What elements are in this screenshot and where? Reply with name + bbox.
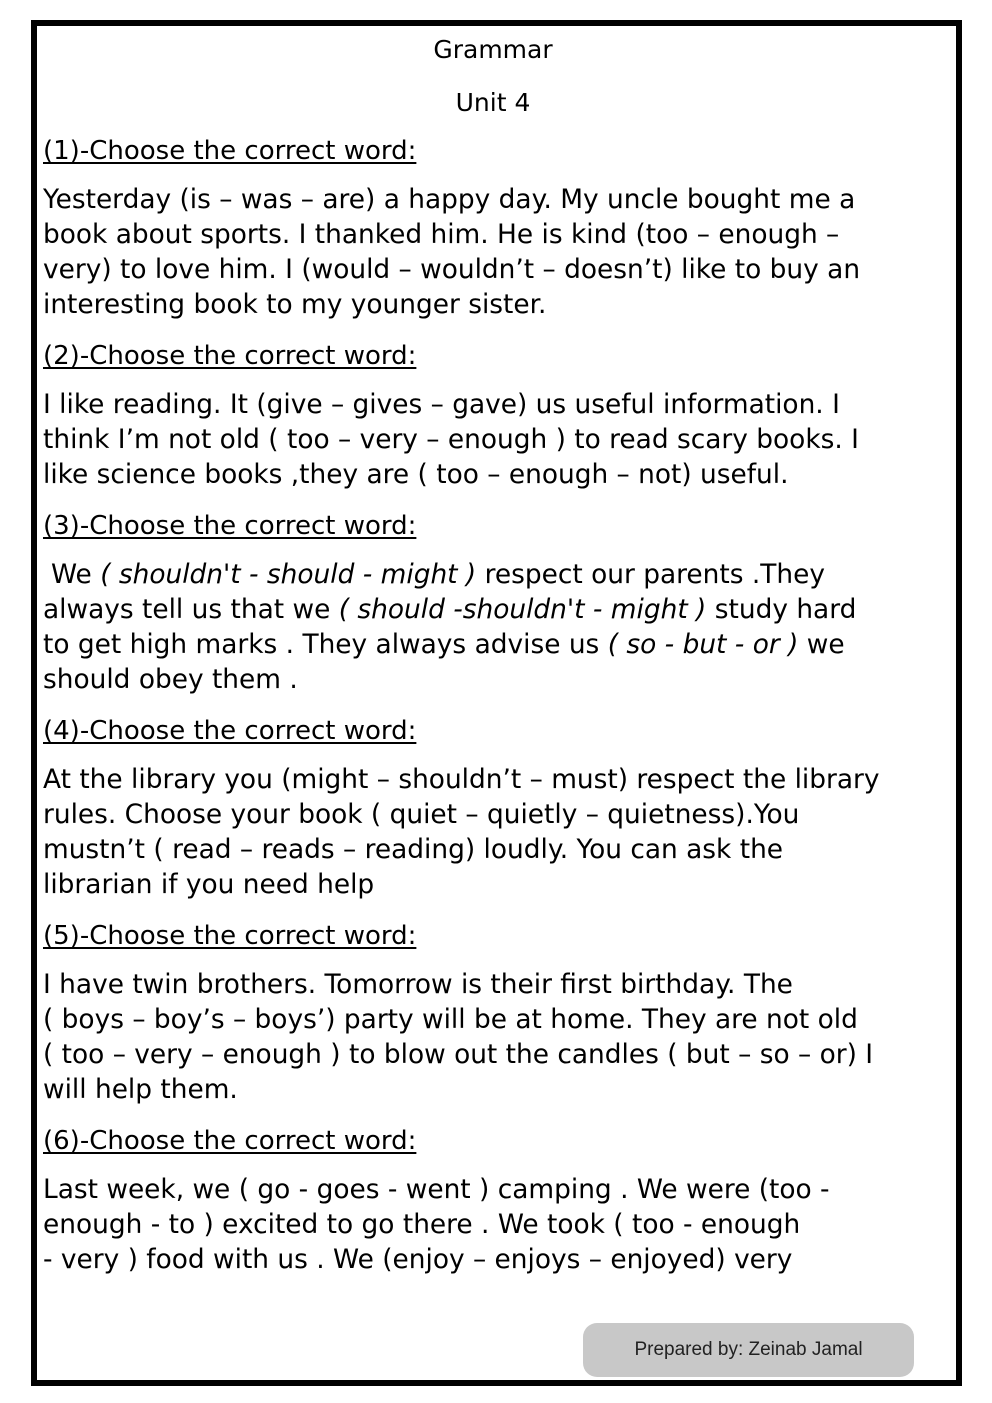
text-line: should obey them . <box>43 664 298 695</box>
text-line: Last week, we ( go - goes - went ) camping . We were (too - <box>43 1174 830 1205</box>
text-line: I have twin brothers. Tomorrow is their first birthday. The <box>43 969 793 1000</box>
choice-options: ( should -shouldn't - might ) <box>338 594 707 625</box>
text-segment: respect our parents .They <box>476 559 825 590</box>
text-line: like science books ,they are ( too – enough – not) useful. <box>43 459 789 490</box>
unit-title: Unit 4 <box>455 88 531 117</box>
text-line <box>43 627 943 662</box>
section-6-text <box>43 1172 943 1277</box>
section-3-heading: (3)-Choose the correct word: <box>43 511 417 541</box>
text-line <box>43 592 943 627</box>
text-line: will help them. <box>43 1074 238 1105</box>
section-5-text <box>43 967 943 1107</box>
text-line: - very ) food with us . We (enjoy – enjoys – enjoyed) very <box>43 1244 793 1275</box>
text-segment: study hard <box>706 594 857 625</box>
text-line: rules. Choose your book ( quiet – quietly – quietness).You <box>43 799 800 830</box>
section-6-heading: (6)-Choose the correct word: <box>43 1126 417 1156</box>
text-line: At the library you (might – shouldn’t – must) respect the library <box>43 764 880 795</box>
section-5-heading: (5)-Choose the correct word: <box>43 921 417 951</box>
choice-options: ( so - but - or ) <box>607 629 799 660</box>
text-line: enough - to ) excited to go there . We took ( too - enough <box>43 1209 801 1240</box>
section-1-heading: (1)-Choose the correct word: <box>43 136 417 166</box>
section-2-heading: (2)-Choose the correct word: <box>43 341 417 371</box>
section-4-heading: (4)-Choose the correct word: <box>43 716 417 746</box>
choice-options: ( shouldn't - should - might ) <box>100 559 477 590</box>
text-line <box>51 557 943 592</box>
text-line: ( boys – boy’s – boys’) party will be at home. They are not old <box>43 1004 858 1035</box>
worksheet-title: Grammar <box>433 35 553 64</box>
text-line: ( too – very – enough ) to blow out the candles ( but – so – or) I <box>43 1039 874 1070</box>
section-3-text <box>43 557 943 697</box>
text-segment: always tell us that we <box>43 594 339 625</box>
text-line: mustn’t ( read – reads – reading) loudly. You can ask the <box>43 834 784 865</box>
prepared-by-badge: Prepared by: Zeinab Jamal <box>583 1323 914 1377</box>
worksheet-content <box>43 30 943 1293</box>
section-2-text <box>43 387 943 492</box>
section-1-text <box>43 182 943 322</box>
text-line: I like reading. It (give – gives – gave) us useful information. I <box>43 389 840 420</box>
section-4-text <box>43 762 943 902</box>
text-line: book about sports. I thanked him. He is kind (too – enough – <box>43 219 840 250</box>
text-line: interesting book to my younger sister. <box>43 289 547 320</box>
text-segment: to get high marks . They always advise us <box>43 629 608 660</box>
text-line: librarian if you need help <box>43 869 375 900</box>
text-line: think I’m not old ( too – very – enough ) to read scary books. I <box>43 424 859 455</box>
text-segment: we <box>798 629 845 660</box>
text-line: very) to love him. I (would – wouldn’t – doesn’t) like to buy an <box>43 254 861 285</box>
text-line: Yesterday (is – was – are) a happy day. My uncle bought me a <box>43 184 856 215</box>
text-segment: We <box>51 559 101 590</box>
